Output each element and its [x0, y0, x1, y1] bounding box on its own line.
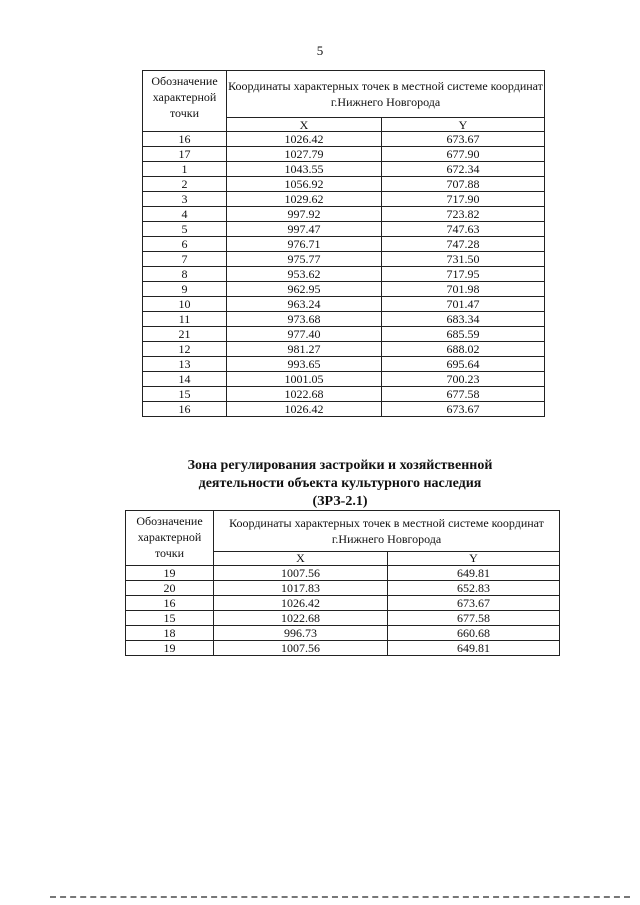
table-row: [143, 237, 545, 252]
table-body: [143, 132, 545, 417]
header-x: X: [214, 551, 388, 565]
point-number-cell: 15: [143, 387, 227, 402]
y-coordinate-cell: 649.81: [388, 566, 560, 581]
x-coordinate-cell: 993.65: [227, 357, 382, 372]
header-coordinates: Координаты характерных точек в местной системе координат г.Нижнего Новгорода: [227, 71, 545, 118]
y-coordinate-cell: 701.98: [382, 282, 545, 297]
x-coordinate-cell: 1017.83: [214, 581, 388, 596]
point-number-cell: 12: [143, 342, 227, 357]
point-number-cell: 4: [143, 207, 227, 222]
table-row: [126, 626, 560, 641]
point-number-cell: 21: [143, 327, 227, 342]
table-row: [143, 147, 545, 162]
section-title: [120, 457, 560, 511]
point-number-cell: 16: [126, 596, 214, 611]
coordinates-table-1: [142, 70, 545, 417]
point-number-cell: 17: [143, 147, 227, 162]
coordinates-table-2: [125, 510, 560, 656]
x-coordinate-cell: 1027.79: [227, 147, 382, 162]
x-coordinate-cell: 1001.05: [227, 372, 382, 387]
y-coordinate-cell: 723.82: [382, 207, 545, 222]
x-coordinate-cell: 1007.56: [214, 566, 388, 581]
x-coordinate-cell: 997.92: [227, 207, 382, 222]
table-row: [143, 222, 545, 237]
table-row: [143, 207, 545, 222]
point-number-cell: 14: [143, 372, 227, 387]
y-coordinate-cell: 695.64: [382, 357, 545, 372]
table-header-row: [143, 71, 545, 118]
x-coordinate-cell: 1007.56: [214, 641, 388, 656]
point-number-cell: 19: [126, 566, 214, 581]
table-row: [143, 402, 545, 417]
point-number-cell: 6: [143, 237, 227, 252]
y-coordinate-cell: 747.63: [382, 222, 545, 237]
y-coordinate-cell: 707.88: [382, 177, 545, 192]
table-row: [143, 162, 545, 177]
point-number-cell: 13: [143, 357, 227, 372]
y-coordinate-cell: 717.95: [382, 267, 545, 282]
y-coordinate-cell: 701.47: [382, 297, 545, 312]
point-number-cell: 10: [143, 297, 227, 312]
table-row: [143, 297, 545, 312]
point-number-cell: 19: [126, 641, 214, 656]
table-row: [143, 357, 545, 372]
table-row: [143, 132, 545, 147]
header-y: Y: [388, 551, 560, 565]
y-coordinate-cell: 688.02: [382, 342, 545, 357]
table-row: [143, 312, 545, 327]
x-coordinate-cell: 975.77: [227, 252, 382, 267]
point-number-cell: 5: [143, 222, 227, 237]
point-number-cell: 18: [126, 626, 214, 641]
y-coordinate-cell: 672.34: [382, 162, 545, 177]
table-row: [143, 387, 545, 402]
y-coordinate-cell: 673.67: [382, 402, 545, 417]
x-coordinate-cell: 953.62: [227, 267, 382, 282]
x-coordinate-cell: 1056.92: [227, 177, 382, 192]
x-coordinate-cell: 1022.68: [214, 611, 388, 626]
x-coordinate-cell: 1022.68: [227, 387, 382, 402]
point-number-cell: 11: [143, 312, 227, 327]
table-header-row: [126, 511, 560, 552]
point-number-cell: 15: [126, 611, 214, 626]
header-x: X: [227, 118, 382, 132]
x-coordinate-cell: 996.73: [214, 626, 388, 641]
y-coordinate-cell: 649.81: [388, 641, 560, 656]
table-row: [126, 596, 560, 611]
y-coordinate-cell: 731.50: [382, 252, 545, 267]
x-coordinate-cell: 977.40: [227, 327, 382, 342]
table-row: [143, 342, 545, 357]
point-number-cell: 9: [143, 282, 227, 297]
y-coordinate-cell: 677.58: [388, 611, 560, 626]
y-coordinate-cell: 673.67: [388, 596, 560, 611]
point-number-cell: 20: [126, 581, 214, 596]
y-coordinate-cell: 683.34: [382, 312, 545, 327]
table-row: [126, 566, 560, 581]
x-coordinate-cell: 1043.55: [227, 162, 382, 177]
x-coordinate-cell: 973.68: [227, 312, 382, 327]
table-row: [143, 282, 545, 297]
table-body: [126, 566, 560, 656]
section-title-line-3: (ЗРЗ-2.1): [312, 494, 368, 509]
point-number-cell: 8: [143, 267, 227, 282]
x-coordinate-cell: 976.71: [227, 237, 382, 252]
point-number-cell: 7: [143, 252, 227, 267]
y-coordinate-cell: 673.67: [382, 132, 545, 147]
x-coordinate-cell: 1026.42: [227, 132, 382, 147]
x-coordinate-cell: 997.47: [227, 222, 382, 237]
y-coordinate-cell: 677.58: [382, 387, 545, 402]
x-coordinate-cell: 963.24: [227, 297, 382, 312]
table-row: [143, 372, 545, 387]
y-coordinate-cell: 700.23: [382, 372, 545, 387]
table-row: [126, 611, 560, 626]
y-coordinate-cell: 717.90: [382, 192, 545, 207]
table-row: [143, 252, 545, 267]
section-title-line-1: Зона регулирования застройки и хозяйственной: [187, 458, 493, 473]
x-coordinate-cell: 1026.42: [214, 596, 388, 611]
table-row: [143, 327, 545, 342]
header-point-designation: Обозначение характерной точки: [143, 71, 227, 132]
table-row: [143, 192, 545, 207]
section-title-line-2: деятельности объекта культурного наследия: [198, 476, 482, 491]
point-number-cell: 16: [143, 132, 227, 147]
x-coordinate-cell: 1029.62: [227, 192, 382, 207]
y-coordinate-cell: 747.28: [382, 237, 545, 252]
x-coordinate-cell: 1026.42: [227, 402, 382, 417]
point-number-cell: 3: [143, 192, 227, 207]
y-coordinate-cell: 685.59: [382, 327, 545, 342]
point-number-cell: 2: [143, 177, 227, 192]
table-row: [126, 641, 560, 656]
scan-bottom-edge: [50, 896, 630, 898]
point-number-cell: 1: [143, 162, 227, 177]
header-point-designation: Обозначение характерной точки: [126, 511, 214, 566]
table-row: [143, 177, 545, 192]
table-row: [143, 267, 545, 282]
x-coordinate-cell: 962.95: [227, 282, 382, 297]
header-coordinates: Координаты характерных точек в местной системе координат г.Нижнего Новгорода: [214, 511, 560, 552]
x-coordinate-cell: 981.27: [227, 342, 382, 357]
header-y: Y: [382, 118, 545, 132]
point-number-cell: 16: [143, 402, 227, 417]
page-number: 5: [316, 43, 324, 58]
table-row: [126, 581, 560, 596]
y-coordinate-cell: 652.83: [388, 581, 560, 596]
y-coordinate-cell: 677.90: [382, 147, 545, 162]
y-coordinate-cell: 660.68: [388, 626, 560, 641]
